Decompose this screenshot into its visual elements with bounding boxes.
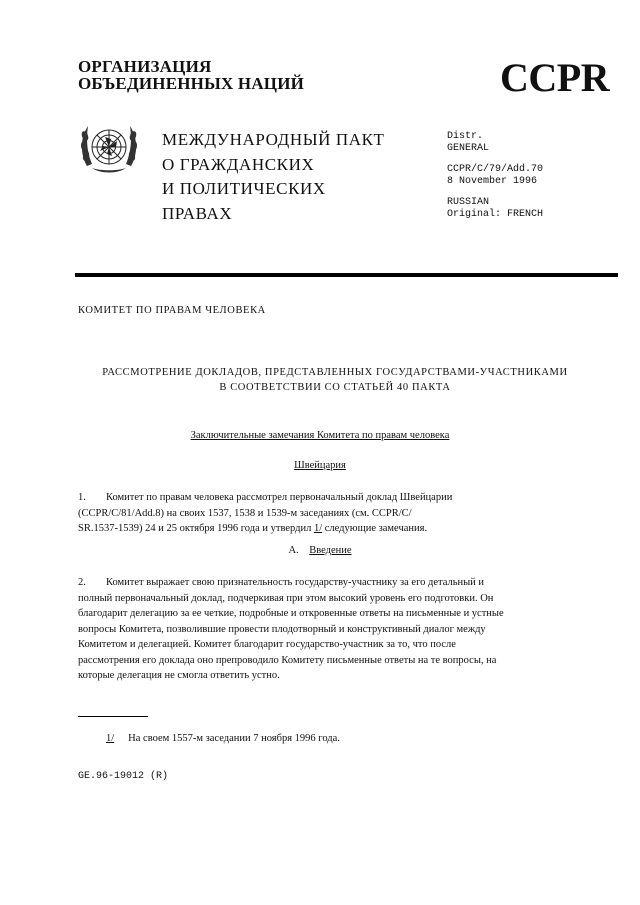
paragraph-line: Комитет по правам человека рассмотрел первоначальный доклад Швейцарии — [106, 492, 453, 503]
document-metadata — [447, 131, 543, 220]
covenant-title — [162, 128, 385, 226]
paragraph-line: рассмотрения его доклада оно препроводило Комитету письменные ответы на те вопросы, на — [78, 654, 497, 666]
document-language: RUSSIAN — [447, 197, 490, 208]
footnote-text: На своем 1557-м заседании 7 ноября 1996 года. — [128, 733, 340, 744]
section-letter: A. — [288, 545, 299, 556]
document-subtitle: Заключительные замечания Комитета по правам человека — [190, 430, 450, 441]
organization-name — [78, 58, 304, 92]
paragraph-1 — [78, 490, 623, 537]
un-emblem-icon — [78, 118, 140, 180]
document-symbol: CCPR/C/79/Add.70 — [447, 164, 544, 175]
footnote-divider — [78, 716, 148, 717]
section-heading — [0, 545, 640, 556]
paragraph-line: SR.1537-1539) 24 и 25 октября 1996 года и утвердил — [78, 523, 314, 534]
org-line-2: ОБЪЕДИНЕННЫХ НАЦИЙ — [78, 74, 305, 93]
covenant-line-4: ПРАВАХ — [162, 203, 233, 223]
paragraph-line: благодарит делегацию за ее четкие, подробные и откровенные ответы на письменные и устные — [78, 608, 504, 619]
header-divider — [75, 273, 618, 277]
paragraph-2 — [78, 575, 623, 684]
document-title — [60, 365, 610, 395]
footnote — [106, 733, 340, 744]
country-heading: Швейцария — [294, 460, 346, 471]
paragraph-line: Комитет выражает свою признательность государству-участнику за его детальный и — [106, 577, 485, 588]
paragraph-line: полный первоначальный доклад, подчеркивая при этом высокий уровень его подготовки. Он — [78, 592, 494, 604]
title-line-1: РАССМОТРЕНИЕ ДОКЛАДОВ, ПРЕДСТАВЛЕННЫХ ГОСУДАРСТВАМИ-УЧАСТНИКАМИ — [102, 367, 568, 378]
section-title: Введение — [309, 545, 352, 556]
paragraph-number: 2. — [78, 577, 86, 588]
ccpr-logo: CCPR — [500, 55, 610, 100]
covenant-line-3: И ПОЛИТИЧЕСКИХ — [162, 179, 326, 198]
document-date: 8 November 1996 — [447, 175, 538, 187]
paragraph-line: которые делегация не смогла ответить устно. — [78, 670, 280, 681]
footnote-marker: 1/ — [106, 733, 115, 744]
distr-label: Distr. — [447, 131, 484, 142]
job-number: GE.96-19012 (R) — [78, 771, 169, 782]
paragraph-number: 1. — [78, 492, 86, 503]
paragraph-line: Комитетом и делегацией. Комитет благодарит государство-участник за то, что после — [78, 639, 456, 650]
covenant-line-1: МЕЖДУНАРОДНЫЙ ПАКТ — [162, 130, 385, 149]
paragraph-line: (CCPR/C/81/Add.8) на своих 1537, 1538 и 1539-м заседаниях (см. CCPR/C/ — [78, 507, 412, 519]
distr-value: GENERAL — [447, 142, 490, 154]
covenant-line-2: О ГРАЖДАНСКИХ — [162, 154, 315, 174]
org-line-1: ОРГАНИЗАЦИЯ — [78, 57, 212, 76]
title-line-2: В СООТВЕТСТВИИ СО СТАТЬЕЙ 40 ПАКТА — [219, 382, 451, 393]
paragraph-line: следующие замечания. — [322, 523, 428, 534]
original-language: Original: FRENCH — [447, 208, 544, 220]
paragraph-line: вопросы Комитета, позволившие провести плодотворный и конструктивный диалог между — [78, 623, 486, 635]
footnote-reference[interactable]: 1/ — [313, 523, 323, 534]
committee-name: КОМИТЕТ ПО ПРАВАМ ЧЕЛОВЕКА — [78, 305, 266, 316]
